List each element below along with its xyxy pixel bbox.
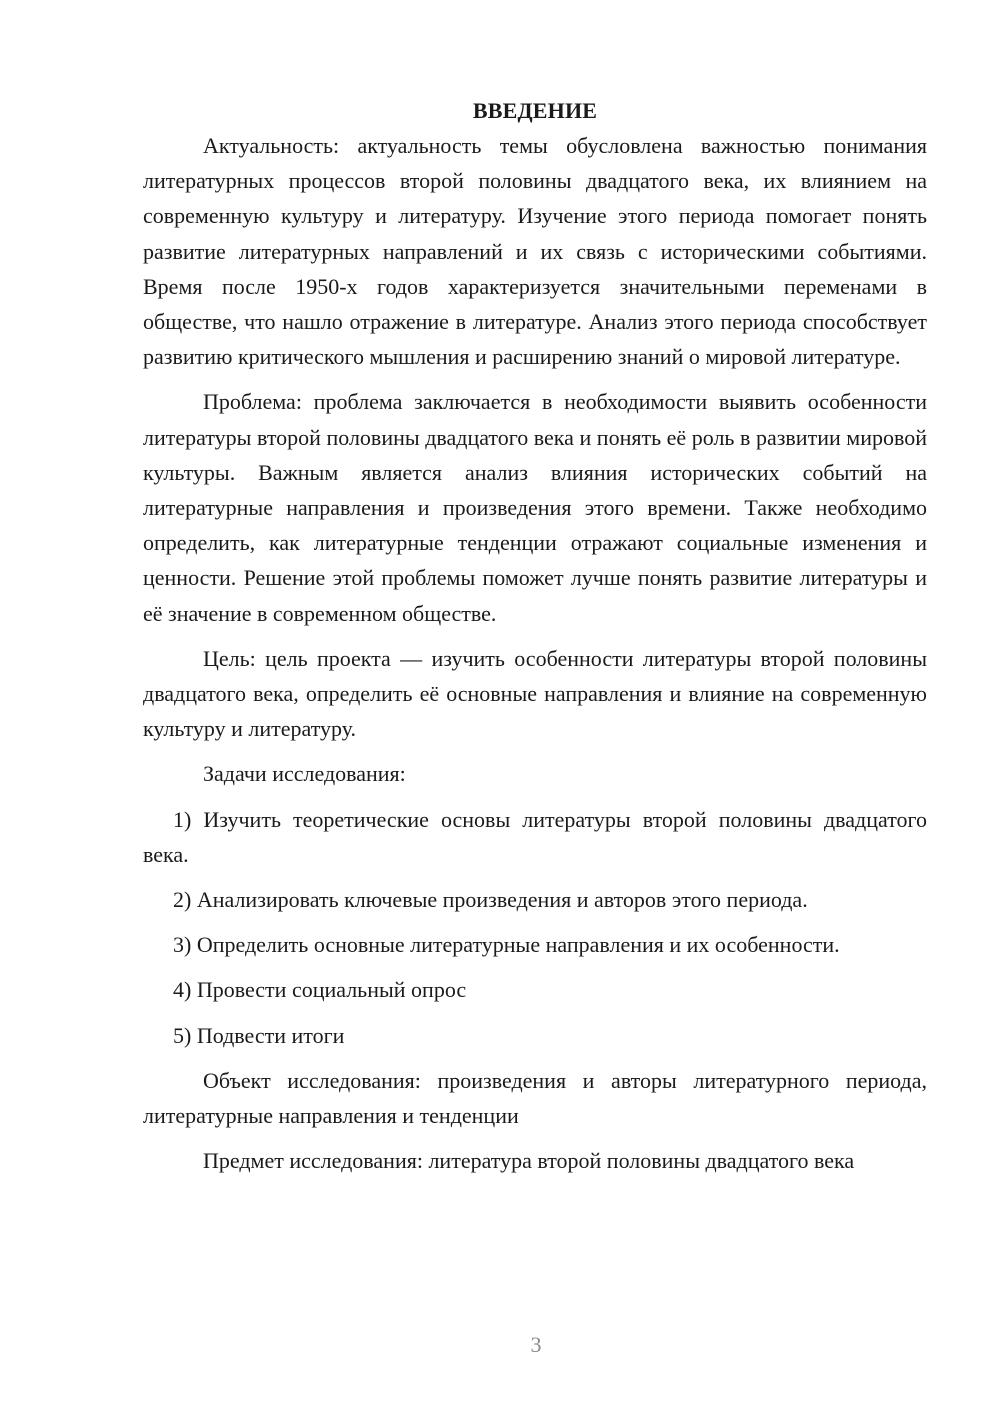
page-content <box>143 95 927 1188</box>
task-item: 5) Подвести итоги <box>173 1022 345 1048</box>
task-item: 4) Провести социальный опрос <box>173 977 467 1003</box>
relevance-paragraph: Актуальность: актуальность темы обусловлена важностью понимания литературных процессов второй половины двадцатого века, их влиянием на современную культуру и литературу. Изучение этого периода помогает понять развитие литературных направлений и их связь с историческими событиями. Время после 1950-х годов характеризуется значительными переменами в обществе, что нашло отражение в литературе. Анализ этого периода способствует развитию критического мышления и расширению знаний о мировой литературе. <box>143 133 927 370</box>
task-item: 3) Определить основные литературные направления и их особенности. <box>173 932 840 958</box>
section-title: ВВЕДЕНИЕ <box>472 98 598 123</box>
tasks-heading: Задачи исследования: <box>203 761 406 787</box>
task-item: 1) Изучить теоретические основы литературы второй половины двадцатого века. <box>143 806 927 867</box>
page-number: 3 <box>530 1332 542 1357</box>
problem-paragraph: Проблема: проблема заключается в необходимости выявить особенности литературы второй половины двадцатого века и понять её роль в развитии мировой культуры. Важным является анализ влияния исторических событий на литературные направления и произведения этого времени. Также необходимо определить, как литературные тенденции отражают социальные изменения и ценности. Решение этой проблемы поможет лучше понять развитие литературы и её значение в современном обществе. <box>143 389 927 626</box>
research-subject-paragraph: Предмет исследования: литература второй половины двадцатого века <box>203 1148 855 1174</box>
tasks-list <box>143 802 927 1053</box>
goal-paragraph: Цель: цель проекта — изучить особенности литературы второй половины двадцатого века, определить её основные направления и влияние на современную культуру и литературу. <box>143 645 927 742</box>
research-object-paragraph: Объект исследования: произведения и авторы литературного периода, литературные направления и тенденции <box>143 1067 927 1129</box>
task-item: 2) Анализировать ключевые произведения и авторов этого периода. <box>173 887 808 913</box>
